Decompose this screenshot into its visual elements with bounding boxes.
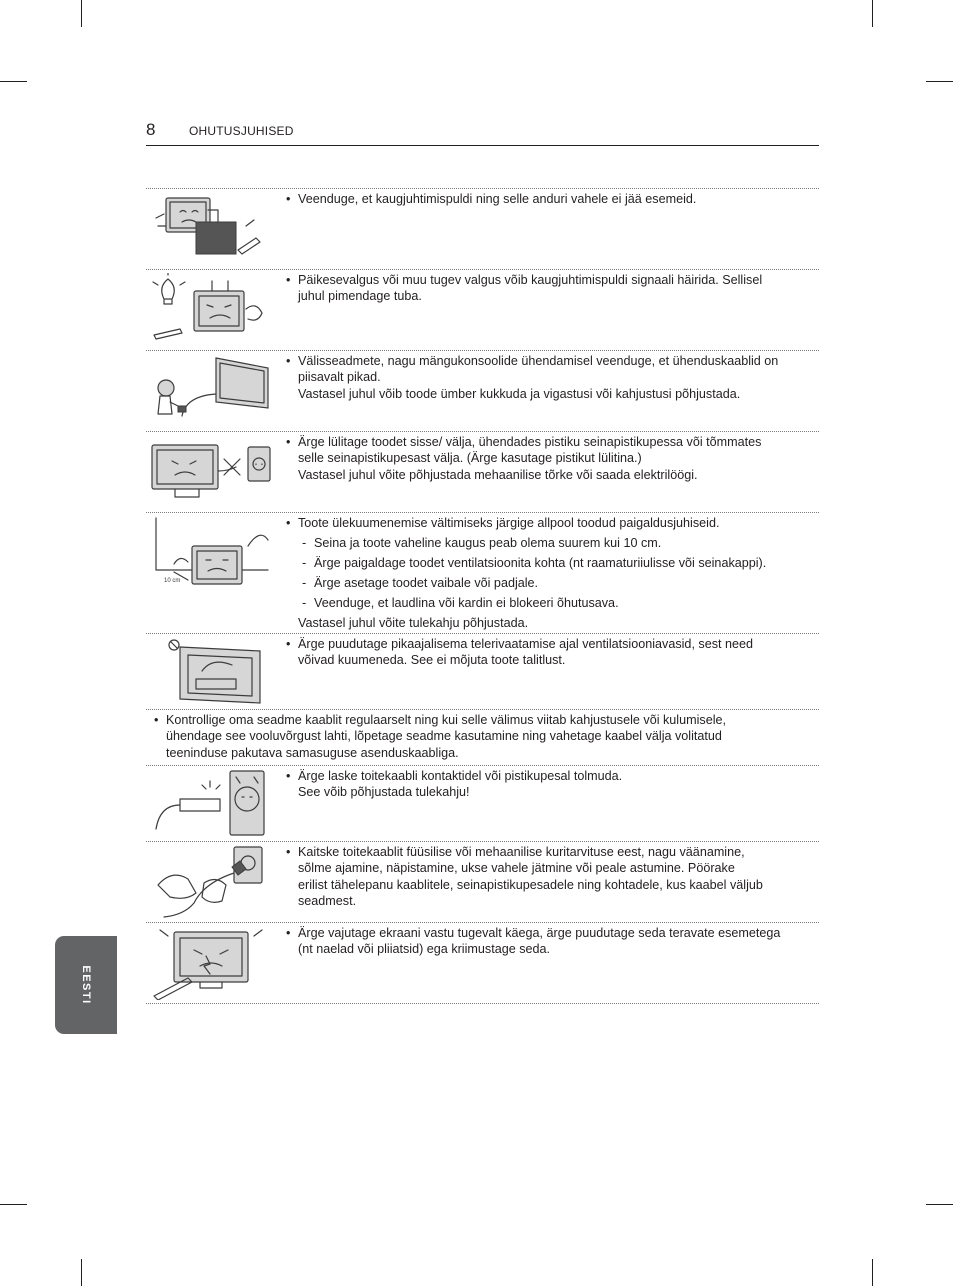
row-separator [146, 350, 819, 351]
crop-mark [926, 81, 953, 82]
vent-hole-touch-illustration [150, 637, 274, 707]
safety-item-text: • Ärge vajutage ekraani vastu tugevalt käega, ärge puudutage seda teravate esemetega (nt naelad või pliiatsid) ega kriimustage seda. [286, 925, 816, 958]
safety-item-text: • Veenduge, et kaugjuhtimispuldi ning selle anduri vahele ei jää esemeid. [286, 191, 816, 207]
safety-item-text: • Ärge puudutage pikaajalisema telerivaatamise ajal ventilatsiooniavasid, sest need võivad kuumeneda. See ei mõjuta toote talitlust. [286, 636, 816, 669]
clearance-caption: 10 cm [164, 578, 181, 584]
safety-item-text: • Päikesevalgus või muu tugev valgus võib kaugjuhtimispuldi signaali häirida. Sellisel juhul pimendage tuba. [286, 272, 816, 305]
crop-mark [0, 1204, 27, 1205]
language-tab-label: EESTI [80, 965, 92, 1005]
row-separator [146, 633, 819, 634]
row-separator [146, 431, 819, 432]
row-separator [146, 922, 819, 923]
row-separator [146, 709, 819, 710]
crop-mark [81, 0, 82, 27]
screen-press-illustration [150, 926, 274, 1000]
safety-item-text: • Kontrollige oma seadme kaablit regulaarselt ning kui selle välimus viitab kahjustusele või kulumisele, ühendage see vooluvõrgust lahti, lõpetage seadme kasutamine ning vahetage kaabel välja volitatud teeninduse pakutava samasuguse asenduskaabliga. [154, 712, 814, 761]
safety-item-text: • Ärge lülitage toodet sisse/ välja, ühendades pistiku seinapistikupessa või tõmmates selle seinapistikupesast välja. (Ärge kasutage pistikut lülitina.) Vastasel juhul võite põhjustada mehaanilise tõrke või saada elektrilöögi. [286, 434, 816, 483]
crop-mark [872, 1259, 873, 1286]
crop-mark [81, 1259, 82, 1286]
safety-item-text: • Kaitske toitekaablit füüsilise või mehaanilise kuritarvituse eest, nagu väänamine, sõlme ajamine, näpistamine, ukse vahele jätmine või peale astumine. Pöörake erilist tähelepanu kaablitele, seinapistikupesadele ning kohtadele, kus kaabel väljub seadmest. [286, 844, 816, 910]
crop-mark [872, 0, 873, 27]
section-title: OHUTUSJUHISED [189, 124, 294, 138]
row-separator [146, 188, 819, 189]
page-number: 8 [146, 120, 156, 139]
plug-switch-illustration [150, 435, 274, 507]
crop-mark [0, 81, 27, 82]
sub-list-item: - Ärge asetage toodet vaibale või padjale. [286, 575, 816, 591]
row-separator [146, 765, 819, 766]
ventilation-clearance-illustration [150, 516, 274, 592]
safety-item-text: • Toote ülekuumenemise vältimiseks järgige allpool toodud paigaldusjuhiseid. - Seina ja toote vaheline kaugus peab olema suurem kui 10 cm. - Ärge paigaldage toodet ventilatsioonita kohta (nt raamaturiiulisse või seinakappi). - Ärge asetage toodet vaibale või padjale. - Veenduge, et laudlina või kardin ei blokeeri õhutusava. Vastasel juhul võite tulekahju põhjustada. [286, 515, 816, 631]
sub-list-item: - Seina ja toote vaheline kaugus peab olema suurem kui 10 cm. [286, 535, 816, 551]
row-separator [146, 1003, 819, 1004]
crop-mark [926, 1204, 953, 1205]
row-separator [146, 269, 819, 270]
sub-list-item: - Veenduge, et laudlina või kardin ei blokeeri õhutusava. [286, 595, 816, 611]
safety-item-text: • Ärge laske toitekaabli kontaktidel või pistikupesal tolmuda. See võib põhjustada tulekahju! [286, 768, 816, 801]
dusty-plug-illustration [150, 769, 274, 839]
row-separator [146, 512, 819, 513]
cable-length-illustration [150, 354, 274, 426]
damaged-cable-illustration [150, 845, 274, 919]
remote-obstacle-illustration [150, 192, 274, 264]
sub-list-item: - Ärge paigaldage toodet ventilatsioonita kohta (nt raamaturiiulisse või seinakappi). [286, 555, 816, 571]
bright-light-illustration [150, 273, 274, 345]
row-separator [146, 841, 819, 842]
safety-item-text: • Välisseadmete, nagu mängukonsoolide ühendamisel veenduge, et ühenduskaablid on piisavalt pikad. Vastasel juhul võib toode ümber kukkuda ja vigastusi või kahjustusi põhjustada. [286, 353, 816, 402]
language-tab [55, 936, 117, 1034]
consequence-text: Vastasel juhul võite tulekahju põhjustada. [298, 616, 529, 630]
page-header [146, 121, 819, 146]
